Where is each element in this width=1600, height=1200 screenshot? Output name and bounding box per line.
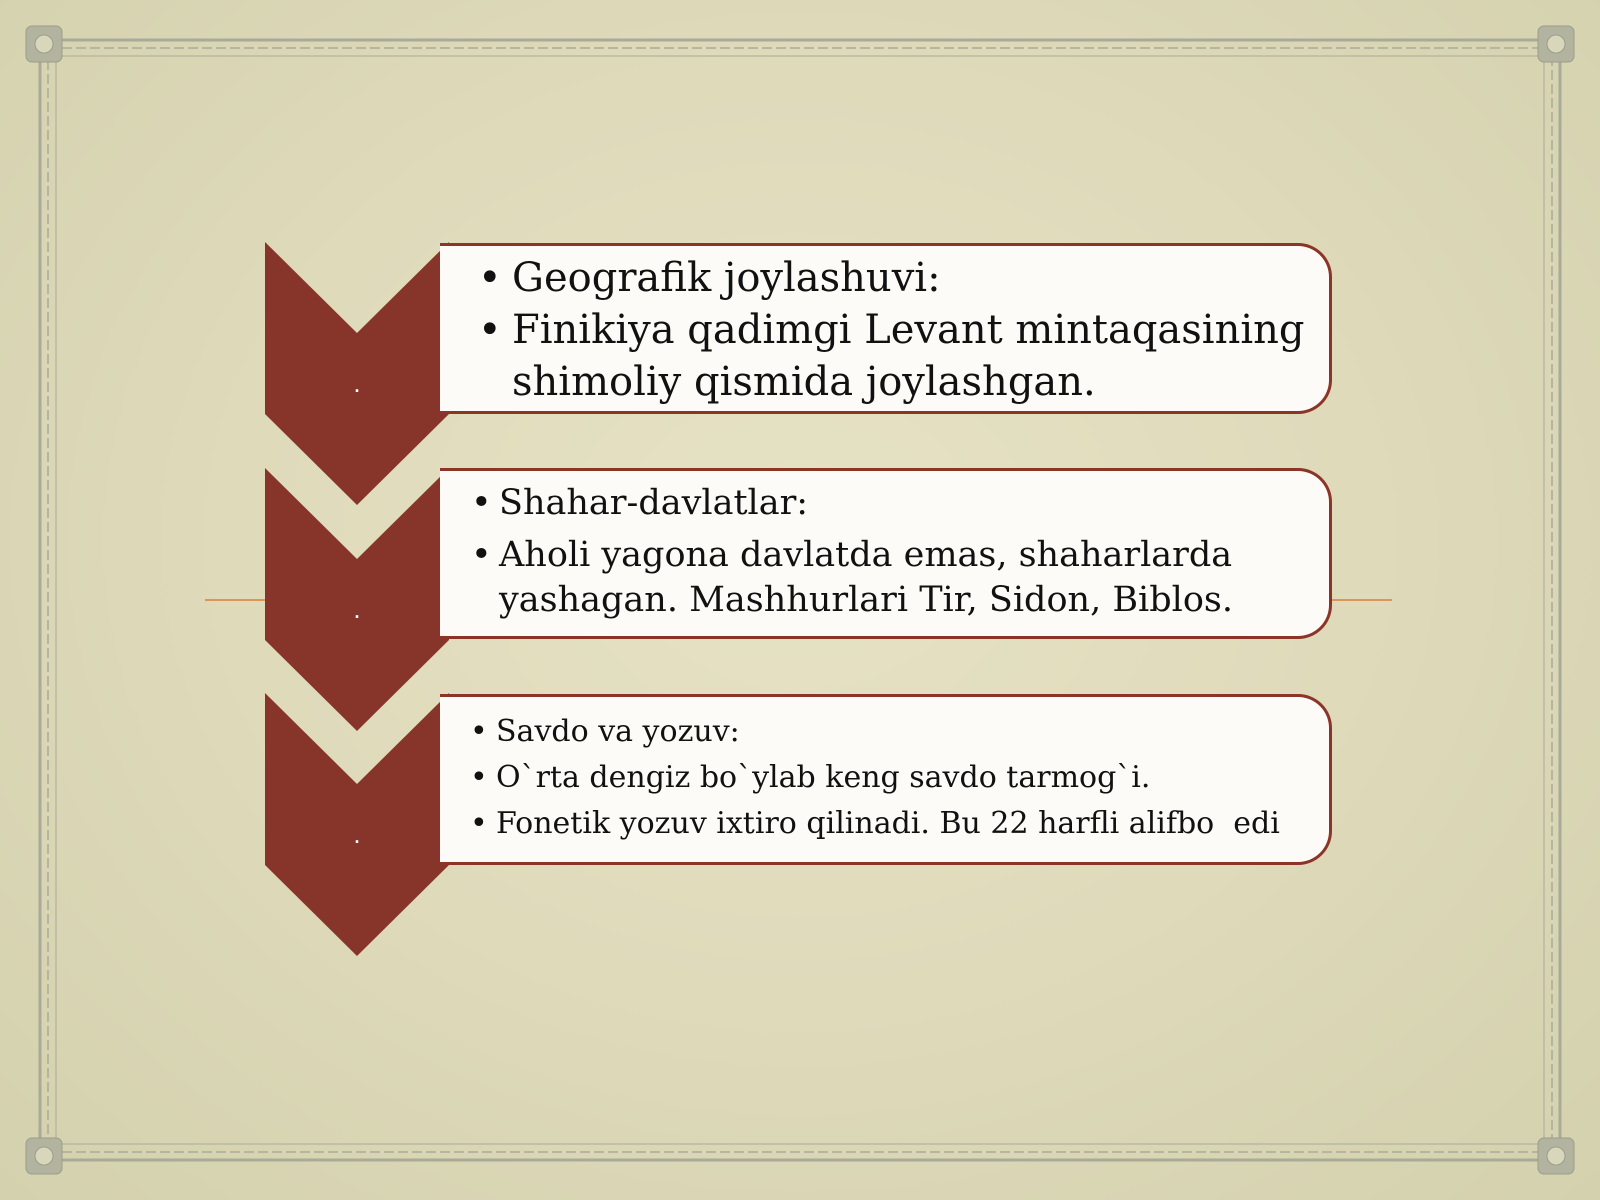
chevron-marker-3: . [353, 819, 361, 849]
step-3-heading: • Savdo va yozuv: [496, 709, 1309, 755]
corner-ornament-top-right [1538, 26, 1574, 62]
step-2-bullet-list [440, 471, 1329, 623]
corner-ornament-bottom-right [1538, 1138, 1574, 1174]
step-3-item-2: • Fonetik yozuv ixtiro qilinadi. Bu 22 harfli alifbo edi [496, 801, 1309, 847]
step-1-item-1: • Finikiya qadimgi Levant mintaqasining shimoliy qismida joylashgan. [512, 304, 1309, 408]
step-1-bullet-list [440, 246, 1329, 408]
step-2-text-box [440, 468, 1332, 639]
step-3-text-box [440, 694, 1332, 865]
step-2-item-1: • Aholi yagona davlatda emas, shaharlarda yashagan. Mashhurlari Tir, Sidon, Biblos. [499, 533, 1309, 623]
step-3-bullet-list [440, 697, 1329, 847]
step-2-heading: • Shahar-davlatlar: [499, 481, 1309, 526]
step-3-item-1: • O`rta dengiz bo`ylab keng savdo tarmog`i. [496, 755, 1309, 801]
corner-ornament-top-left [26, 26, 62, 62]
step-1-heading: • Geografik joylashuvi: [512, 252, 1309, 304]
corner-ornament-bottom-left [26, 1138, 62, 1174]
step-1-text-box [440, 243, 1332, 414]
chevron-marker-2: . [353, 594, 361, 624]
chevron-marker-1: . [353, 368, 361, 398]
